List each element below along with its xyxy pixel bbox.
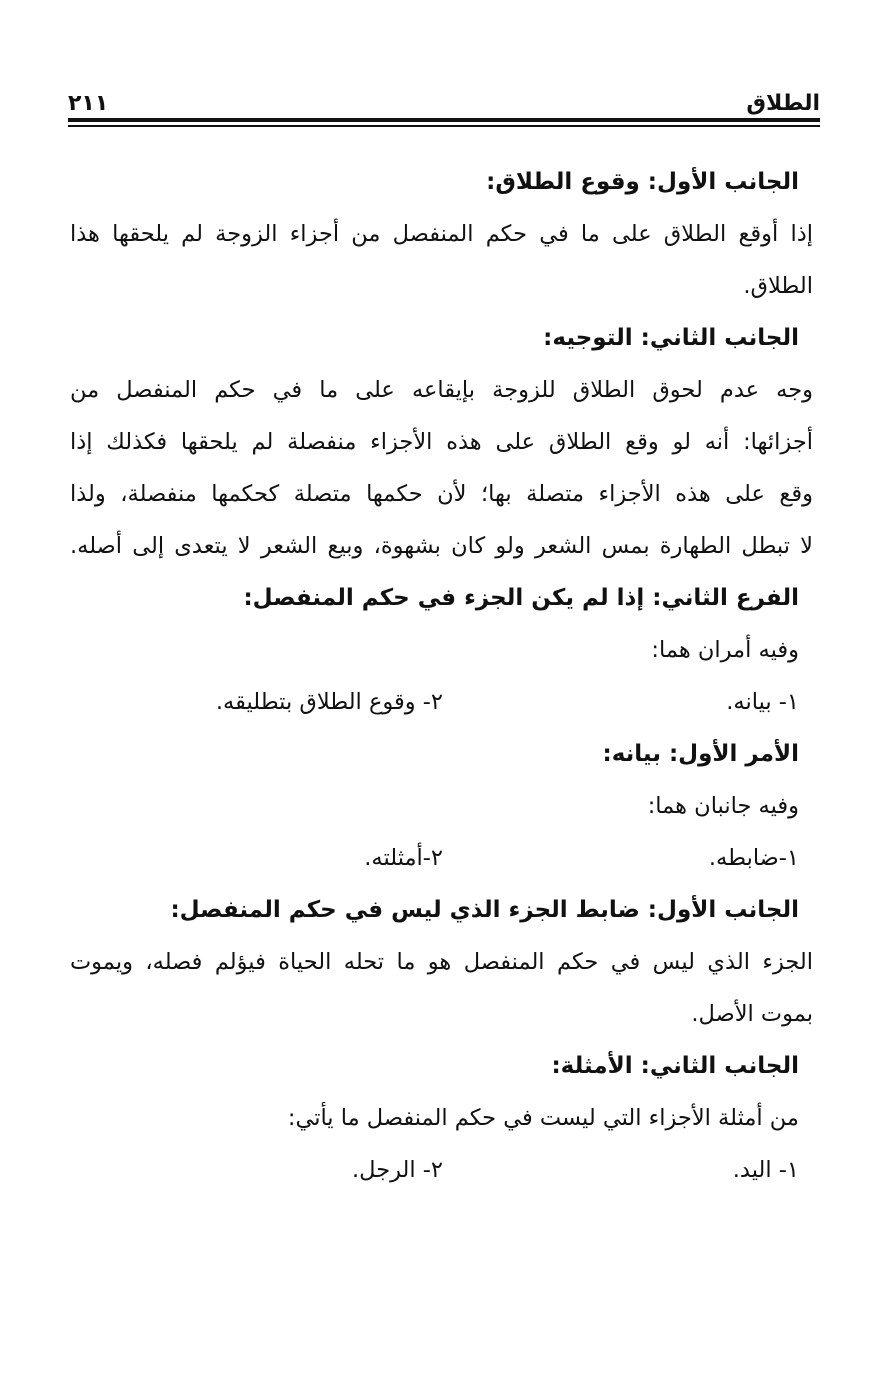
paragraph-line: بموت الأصل. [691,1001,813,1027]
enumerated-list [70,676,813,728]
list-item: ١- بيانه. [726,689,799,715]
section-heading: الجانب الثاني: التوجيه: [543,325,799,351]
paragraph-line: الجزء الذي ليس في حكم المنفصل هو ما تحله الحياة فيؤلم فصله، ويموت [70,949,813,975]
paragraph-line: من أمثلة الأجزاء التي ليست في حكم المنفصل ما يأتي: [287,1105,799,1131]
enumerated-list [70,832,813,884]
page-number: ٢١١ [68,91,109,116]
list-item: ٢-أمثلته. [364,845,443,871]
section-heading: الجانب الثاني: الأمثلة: [551,1053,799,1079]
running-header-title: الطلاق [746,91,820,116]
paragraph-line: إذا أوقع الطلاق على ما في حكم المنفصل من أجزاء الزوجة لم يلحقها هذا [70,221,813,247]
header-rule-thick [68,118,820,122]
list-item: ٢- وقوع الطلاق بتطليقه. [215,689,443,715]
page-body [70,156,813,1196]
section-heading: الفرع الثاني: إذا لم يكن الجزء في حكم المنفصل: [243,585,799,611]
section-heading: الجانب الأول: وقوع الطلاق: [486,169,799,195]
paragraph-line: وفيه جانبان هما: [647,793,799,819]
list-item: ٢- الرجل. [352,1157,443,1183]
header-rule-thin [68,125,820,127]
section-heading: الأمر الأول: بيانه: [602,741,799,767]
paragraph-line: أجزائها: أنه لو وقع الطلاق على هذه الأجزاء منفصلة لم يلحقها فكذلك إذا [70,429,813,455]
paragraph-line: وجه عدم لحوق الطلاق للزوجة بإيقاعه على ما في حكم المنفصل من [70,377,813,403]
paragraph-line: وقع على هذه الأجزاء متصلة بها؛ لأن حكمها متصلة كحكمها منفصلة، ولذا [70,481,813,507]
list-item: ١- اليد. [732,1157,799,1183]
running-header [68,88,820,128]
paragraph-line: وفيه أمران هما: [651,637,799,663]
list-item: ١-ضابطه. [708,845,799,871]
paragraph-line: لا تبطل الطهارة بمس الشعر ولو كان بشهوة، وبيع الشعر لا يتعدى إلى أصله. [70,533,813,559]
paragraph-line: الطلاق. [743,273,813,299]
section-heading: الجانب الأول: ضابط الجزء الذي ليس في حكم المنفصل: [170,897,799,923]
enumerated-list [70,1144,813,1196]
